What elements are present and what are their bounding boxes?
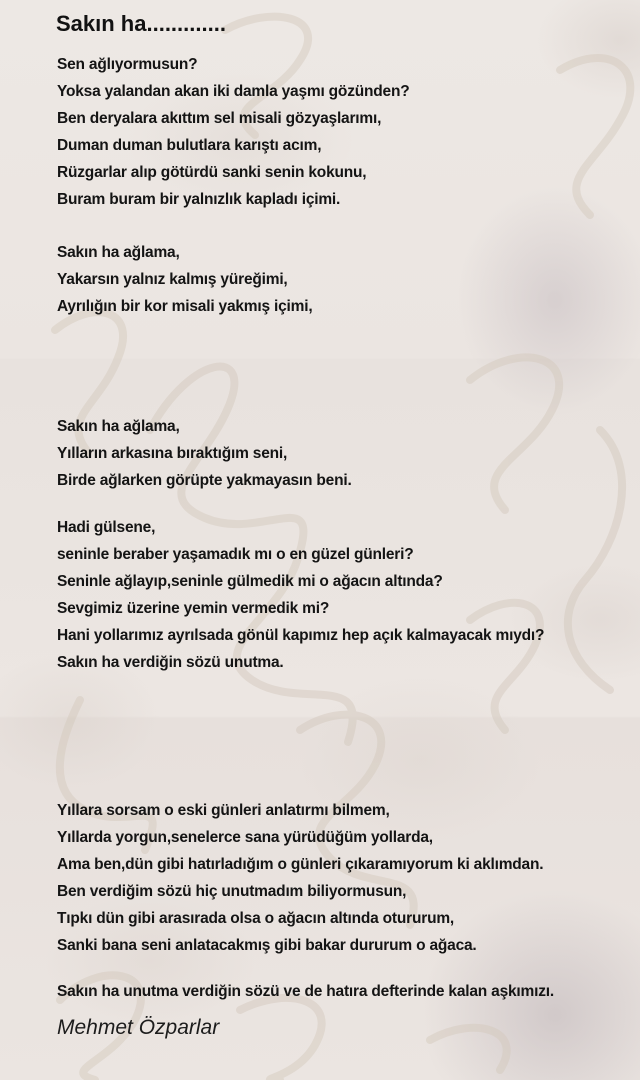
poem-stanza-1 [57, 51, 630, 213]
poem-line: Yıllarda yorgun,senelerce sana yürüdüğüm yollarda, [57, 829, 433, 846]
poem-line: Yoksa yalandan akan iki damla yaşmı gözünden? [57, 83, 410, 100]
poem-line: Sen ağlıyormusun? [57, 56, 198, 73]
poem-stanza-5 [57, 797, 630, 959]
poem-line: Hani yollarımız ayrılsada gönül kapımız hep açık kalmayacak mıydı? [57, 627, 545, 644]
poem-line: Sakın ha ağlama, [57, 244, 180, 261]
poem-stanza-4 [57, 514, 630, 676]
poem-line: Sanki bana seni anlatacakmış gibi bakar dururum o ağaca. [57, 937, 477, 954]
poem-stanza-2 [57, 239, 630, 320]
poem-closing-line [57, 978, 630, 1005]
poem-title: Sakın ha............. [56, 11, 226, 36]
poem-line: Duman duman bulutlara karıştı acım, [57, 137, 322, 154]
poem-stanza-3 [57, 413, 630, 494]
poem-line: Birde ağlarken görüpte yakmayasın beni. [57, 472, 352, 489]
poem-line: Ben verdiğim sözü hiç unutmadım biliyormusun, [57, 883, 407, 900]
poem-line: Ben deryalara akıttım sel misali gözyaşlarımı, [57, 110, 382, 127]
poem-line: Yıllara sorsam o eski günleri anlatırmı bilmem, [57, 802, 390, 819]
poem-line: Sakın ha ağlama, [57, 418, 180, 435]
poem-line: Ayrılığın bir kor misali yakmış içimi, [57, 298, 313, 315]
poem-line: Hadi gülsene, [57, 519, 156, 536]
poem-line: Yılların arkasına bıraktığım seni, [57, 445, 288, 462]
poem-line: Seninle ağlayıp,seninle gülmedik mi o ağacın altında? [57, 573, 443, 590]
poem-line: Yakarsın yalnız kalmış yüreğimi, [57, 271, 288, 288]
poem-line: Rüzgarlar alıp götürdü sanki senin kokunu, [57, 164, 367, 181]
poem-line: Buram buram bir yalnızlık kapladı içimi. [57, 191, 341, 208]
poem-line: Sakın ha verdiğin sözü unutma. [57, 654, 284, 671]
poem-line: Sakın ha unutma verdiğin sözü ve de hatıra defterinde kalan aşkımızı. [57, 983, 554, 1000]
poem-line: Ama ben,dün gibi hatırladığım o günleri çıkaramıyorum ki aklımdan. [57, 856, 544, 873]
poem-line: seninle beraber yaşamadık mı o en güzel günleri? [57, 546, 414, 563]
author-name: Mehmet Özparlar [57, 1016, 220, 1039]
poem-line: Sevgimiz üzerine yemin vermedik mi? [57, 600, 330, 617]
poem-line: Tıpkı dün gibi arasırada olsa o ağacın altında otururum, [57, 910, 455, 927]
